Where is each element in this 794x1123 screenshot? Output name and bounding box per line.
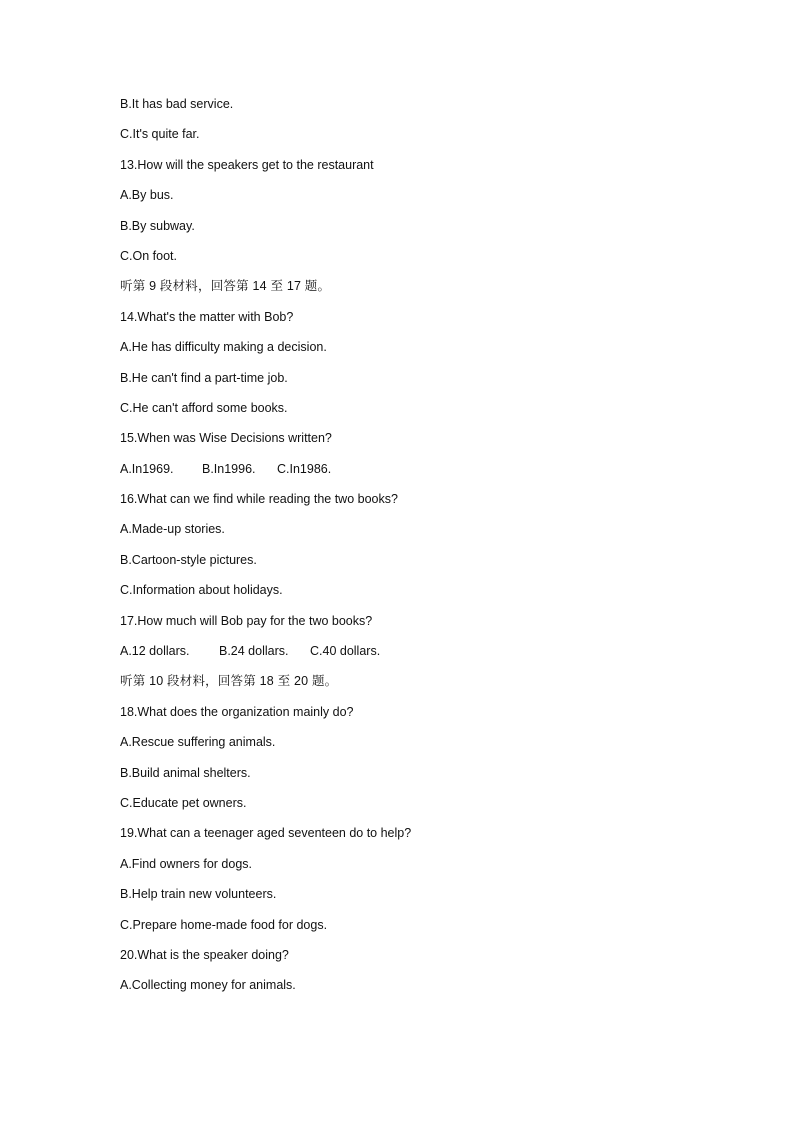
options-15 xyxy=(120,459,720,489)
options-17 xyxy=(120,641,720,671)
option-16c: C.Information about holidays. xyxy=(120,583,283,598)
question-13: 13.How will the speakers get to the restaurant xyxy=(120,157,374,172)
option-15c: C.In1986. xyxy=(277,461,332,476)
option-13c: C.On foot. xyxy=(120,248,177,263)
option-17c: C.40 dollars. xyxy=(310,644,381,659)
section-instruction-10: 听第 10 段材料，回答第 18 至 20 题。 xyxy=(120,674,338,689)
option-13a: A.By bus. xyxy=(120,188,174,203)
option-16a: A.Made-up stories. xyxy=(120,522,225,537)
option-17a: A.12 dollars. xyxy=(120,644,190,659)
option-17b: B.24 dollars. xyxy=(219,644,289,659)
option-19c: C.Prepare home-made food for dogs. xyxy=(120,917,328,932)
question-20: 20.What is the speaker doing? xyxy=(120,947,289,962)
option-16b: B.Cartoon-style pictures. xyxy=(120,552,257,567)
option-14c: C.He can't afford some books. xyxy=(120,400,288,415)
question-14: 14.What's the matter with Bob? xyxy=(120,309,294,324)
option-15a: A.In1969. xyxy=(120,461,174,476)
question-19: 19.What can a teenager aged seventeen do to help? xyxy=(120,826,412,841)
option-14b: B.He can't find a part-time job. xyxy=(120,370,288,385)
option-18b: B.Build animal shelters. xyxy=(120,765,251,780)
option-13b: B.By subway. xyxy=(120,218,195,233)
question-18: 18.What does the organization mainly do? xyxy=(120,704,354,719)
option-15b: B.In1996. xyxy=(202,461,256,476)
section-instruction-9: 听第 9 段材料，回答第 14 至 17 题。 xyxy=(120,279,331,294)
option-18c: C.Educate pet owners. xyxy=(120,795,247,810)
option-14a: A.He has difficulty making a decision. xyxy=(120,340,327,355)
option-12c: C.It's quite far. xyxy=(120,127,200,142)
question-17: 17.How much will Bob pay for the two books? xyxy=(120,613,373,628)
exam-content xyxy=(120,94,720,1006)
option-18a: A.Rescue suffering animals. xyxy=(120,735,276,750)
question-15: 15.When was Wise Decisions written? xyxy=(120,431,332,446)
option-19b: B.Help train new volunteers. xyxy=(120,887,277,902)
question-16: 16.What can we find while reading the two books? xyxy=(120,492,398,507)
option-20a: A.Collecting money for animals. xyxy=(120,978,296,993)
option-12b: B.It has bad service. xyxy=(120,97,234,111)
option-19a: A.Find owners for dogs. xyxy=(120,856,253,871)
